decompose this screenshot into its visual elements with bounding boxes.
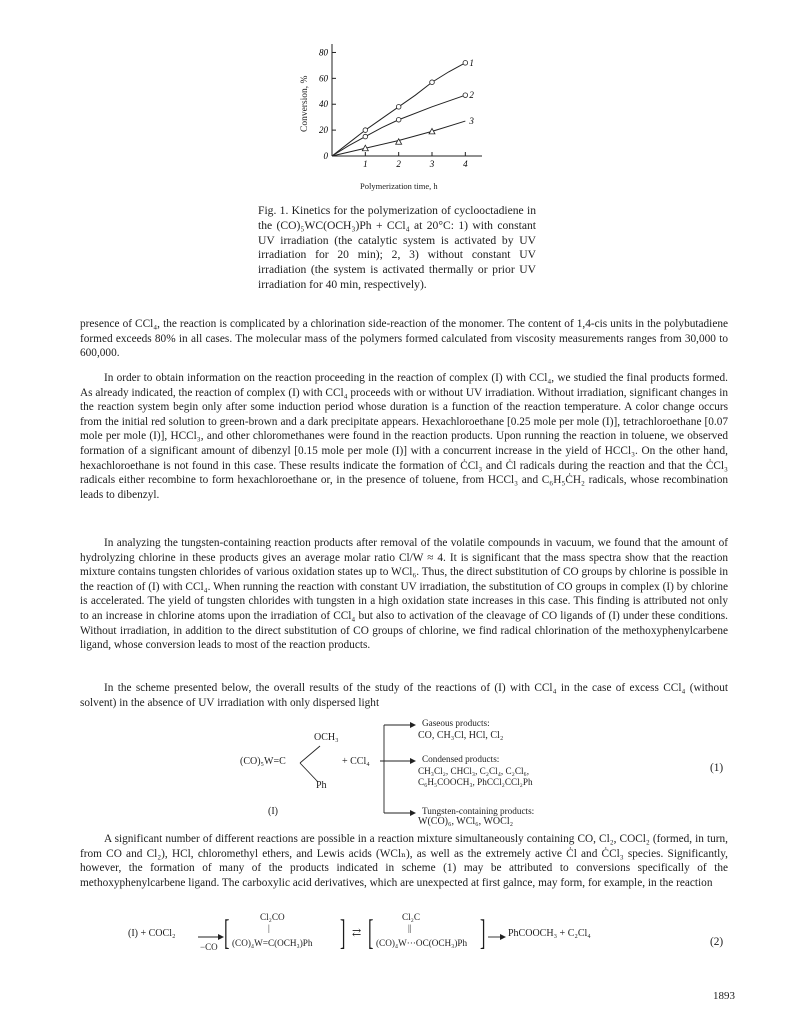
reactant-core: (CO)₅W=C (240, 756, 286, 767)
reactant-ph: Ph (316, 780, 327, 791)
condensed-products-1: CH₃Cl₂, CHCl₃, C₂Cl₄, C₂Cl₆, (418, 766, 530, 776)
intermediate-1-bond: | (268, 923, 270, 933)
scheme2-arrow-1 (198, 932, 224, 942)
y-tick-label: 80 (319, 47, 328, 58)
conversion-chart (300, 36, 510, 196)
reactant-label: (I) (268, 806, 278, 817)
scheme-1 (240, 716, 660, 826)
intermediate-1-main: (CO)₄W=C(OCH₃)Ph (232, 938, 313, 948)
chart-xlabel: Polymerization time, h (360, 181, 438, 191)
data-point (430, 80, 435, 85)
intermediate-1-top: Cl₂CO (260, 912, 285, 922)
gaseous-label: Gaseous products: (422, 718, 490, 728)
series-label-2: 2 (469, 90, 474, 101)
series-label-1: 1 (469, 57, 474, 68)
series-label-3: 3 (469, 116, 474, 127)
paragraph-5: A significant number of different reactions are possible in a reaction mixture simultaneously containing CO, Cl₂, COCl₂ (formed, in turn, from CO and Cl₂), HCl, chloromethyl ethers, and Lewis acids (WClₙ), as well as the extremely active Ċl and ĊCl₃ species. Significantly, however, the formation of many of the products indicated in scheme (1) may be attributed to conversions specifically of the methoxyphenylcarbene ligand. The carboxylic acid derivatives, which are unexpected at first galnce, may form, for example, in the reaction (80, 833, 728, 889)
bracket-2-left: [ (368, 912, 374, 952)
page-number: 1893 (713, 990, 735, 1002)
condensed-products-2: C₆H₅COOCH₃, PhCCl₂CCl₂Ph (418, 777, 533, 787)
data-point (396, 117, 401, 122)
equation-2-number: (2) (710, 936, 724, 948)
scheme2-start: (I) + COCl₂ (128, 928, 176, 939)
x-tick-label: 3 (429, 159, 435, 169)
data-point (463, 93, 468, 98)
y-tick-label: 0 (323, 151, 328, 161)
equation-1-number: (1) (710, 762, 724, 774)
reactant-och3: OCH₃ (314, 732, 339, 743)
reagent: + CCl₄ (342, 756, 370, 767)
scheme2-products: PhCOOCH₃ + C₂Cl₄ (508, 928, 591, 939)
gaseous-products: CO, CH₃Cl, HCl, Cl₂ (418, 730, 504, 741)
data-point (363, 134, 368, 139)
y-tick-label: 40 (319, 99, 328, 110)
bracket-1-left: [ (224, 912, 230, 952)
scheme2-arrow-below: −CO (200, 942, 218, 952)
branch-arrows (380, 716, 420, 820)
paragraph-4: In the scheme presented below, the overall results of the study of the reactions of (I) with CCl₄ in the case of excess CCl₄ (without solvent) in the absence of UV irradiation with only dispersed light (80, 682, 728, 709)
intermediate-2-main: (CO)₄W···OC(OCH₃)Ph (376, 938, 468, 948)
data-point (396, 105, 401, 110)
bond-lines (298, 742, 328, 784)
paragraph-1: presence of CCl₄, the reaction is complicated by a chlorination side-reaction of the monomer. The content of 1,4-cis units in the polybutadiene formed exceeds 80% in all cases. The molecular mass of the polymers formed calculated from viscosity measurements ranges from 30,000 to 600,000. (80, 318, 728, 360)
y-tick-label: 60 (319, 73, 328, 84)
equilibrium-arrows: ⇄ (352, 927, 362, 939)
intermediate-2-bond: || (408, 923, 412, 933)
bracket-1-right: ] (340, 912, 346, 952)
data-point (363, 128, 368, 133)
paragraph-3: In analyzing the tungsten-containing reaction products after removal of the volatile compounds in vacuum, we found that the amount of hydrolyzing chlorine in these products gives an average molar ratio Cl/W ≈ 4. It is significant that the mass spectra show that the reaction mixture contains tungsten chlorides of various oxidation states up to WCl₆. Thus, the direct substitution of CO groups by chlorine is possible in the reaction of (I) with CCl₄. When running the reaction with constant UV irradiation, the substitution of CO groups in complex (I) by chlorine is accelerated. The yield of tungsten chlorides with tungsten in a high oxidation state increases in this case. This finding is attributed not only to an increase in chlorine atoms upon the irradiation of CCl₄ but also to activation of the cleavage of CO ligands of (I) under these conditions. Without irradiation, in addition to the direct substitution of CO groups of chlorine, we find radical chlorination of the methoxyphenylcarbene ligand, whose conversion leads to most of the reaction products. (80, 537, 728, 652)
y-tick-label: 20 (319, 125, 328, 136)
x-tick-label: 1 (363, 159, 368, 169)
data-point (463, 61, 468, 66)
bracket-2-right: ] (480, 912, 486, 952)
tungsten-label: Tungsten-containing products: (422, 806, 535, 816)
tungsten-products: W(CO)₆, WCl₆, WOCl₂ (418, 816, 514, 827)
scheme2-arrow-2 (488, 932, 506, 942)
x-tick-label: 2 (396, 159, 401, 169)
intermediate-2-top: Cl₂C (402, 912, 421, 922)
scheme-2 (120, 910, 600, 960)
figure-caption: Fig. 1. Kinetics for the polymerization of cyclooctadiene in the (CO)₅WC(OCH₃)Ph + CCl₄ at 20°C: 1) with constant UV irradiation (the catalytic system is activated by UV irradiation for 20 min); 2, 3) without constant UV irradiation (the system is activated thermally or prior UV irradiation for 40 min, respectively). (258, 204, 536, 291)
x-tick-label: 4 (463, 159, 468, 169)
paragraph-2: In order to obtain information on the reaction proceeding in the reaction of complex (I) with CCl₄, we studied the final products formed. As already indicated, the reaction of complex (I) with CCl₄ proceeds with or without UV irradiation. Without irradiation, significant changes in the reaction system begin only after some induction period whose duration is a function of the reaction temperature. A color change occurs from the initial red solution to green-brown and a dark precipitate appears. Hexachloroethane [0.25 mole per mole (I)], tetrachloroethane [0.07 mole per mole (I)], HCCl₃, and other chloromethanes were found in the reaction products. Upon running the reaction in toluene, we observed formation of a significant amount of dibenzyl [0.15 mole per mole (I)] with a concurrent increase in the yield of HCCl₃. On the other hand, hexachloroethane is not found in this case. These results indicate the formation of ĊCl₃ and Ċl radicals during the reaction and that the ĊCl₃ radicals either recombine to form hexachloroethane or, in the presence of toluene, from HCCl₃ and C₆H₅ĊH₂ radicals, whose recombination leads to dibenzyl. (80, 372, 728, 501)
chart-ylabel: Conversion, % (300, 75, 310, 132)
condensed-label: Condensed products: (422, 754, 500, 764)
